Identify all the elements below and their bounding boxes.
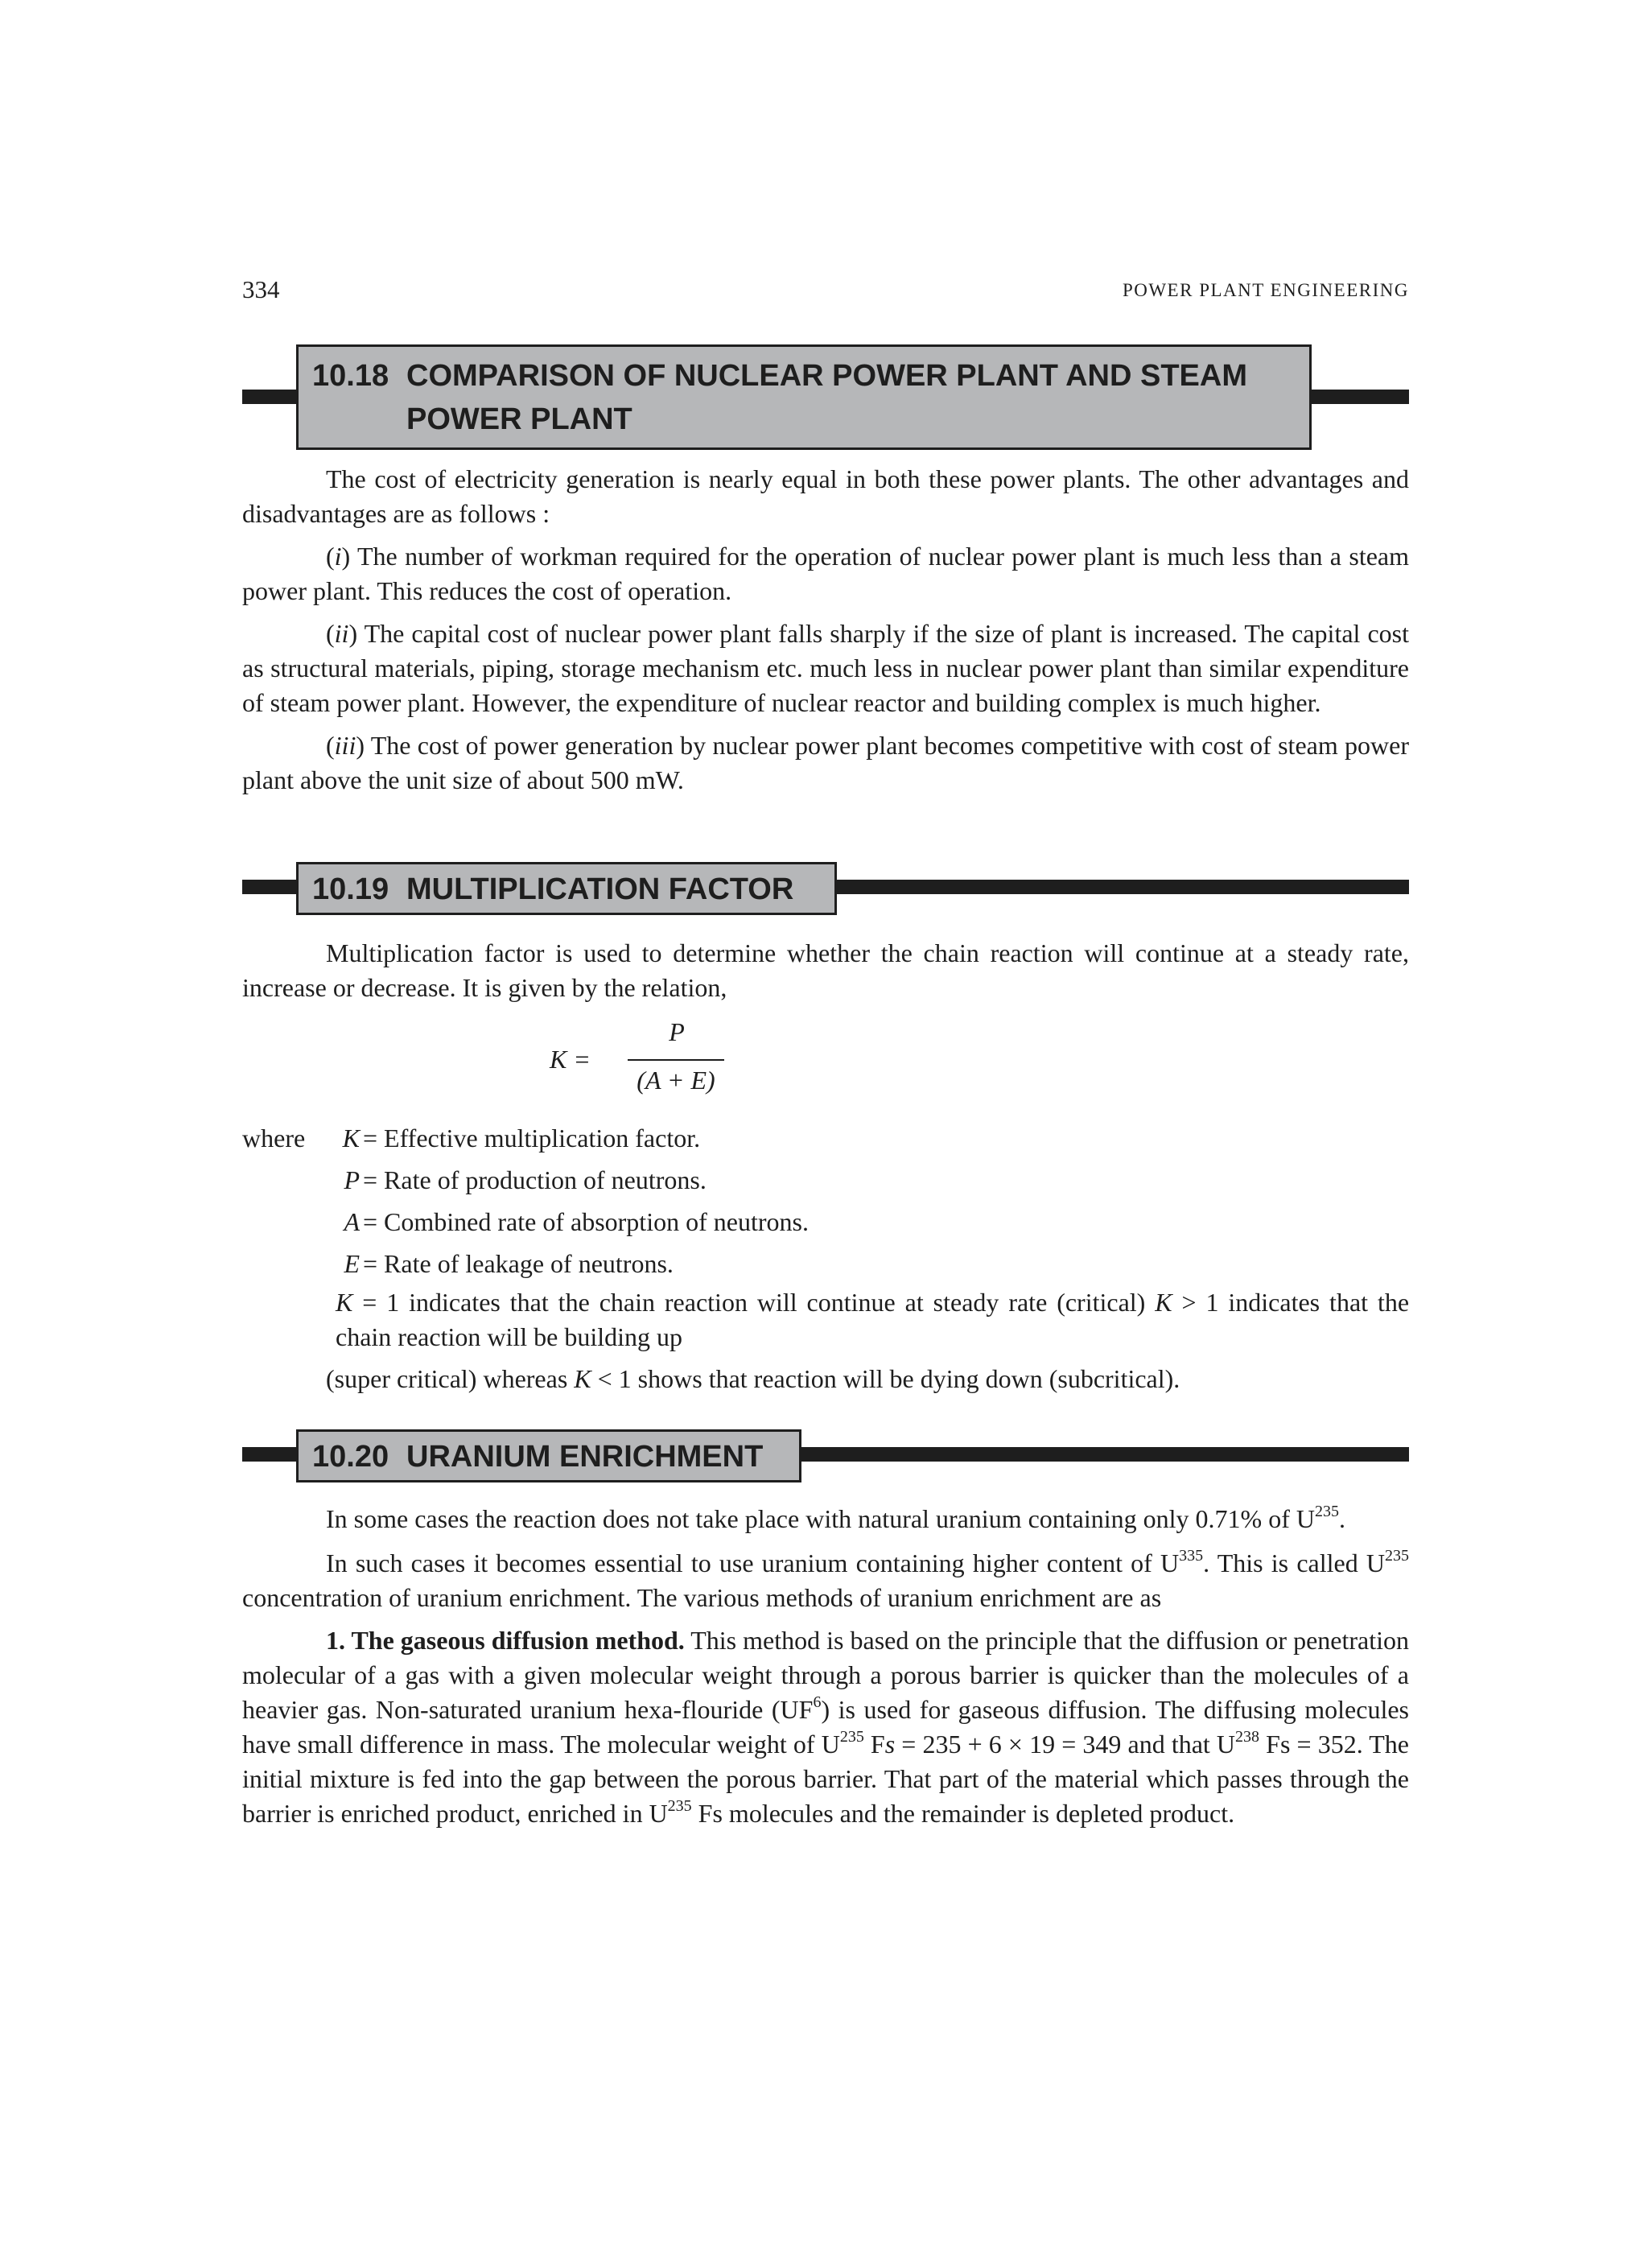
- superscript: 6: [813, 1693, 822, 1711]
- paragraph: [242, 1285, 1409, 1355]
- list-item: (i) The number of workman required for the operation of nuclear power plant is much less than a steam power plant. This reduces the cost of operation.: [242, 542, 1410, 605]
- critical-text-1: = 1 indicates that the chain reaction will continue at steady rate (critical): [362, 1288, 1146, 1317]
- text: Fs molecules and the remainder is depleted product.: [691, 1799, 1235, 1828]
- paragraph: Multiplication factor is used to determine whether the chain reaction will continue at a steady rate, increase or decrease. It is given by the relation,: [242, 938, 1409, 1002]
- section-heading-10-20: [296, 1429, 801, 1482]
- section-title-line1: COMPARISON OF NUCLEAR POWER PLANT AND STEAM: [406, 359, 1247, 393]
- paragraph: [242, 1546, 1409, 1615]
- text: In some cases the reaction does not take place with natural uranium containing only 0.71% of U: [326, 1504, 1315, 1533]
- superscript: 235: [839, 1728, 864, 1746]
- formula-lhs: K =: [550, 1045, 591, 1074]
- symbol-k: K: [1155, 1288, 1172, 1317]
- definition-text: = Rate of production of neutrons.: [363, 1165, 707, 1194]
- text: Fs = 352. The initial mixture is fed into the gap between the porous barrier. That part of the material which passes through the barrier is enriched product, enriched in U: [242, 1730, 1410, 1828]
- formula-denominator: (A + E): [637, 1066, 715, 1095]
- paragraph: [242, 1623, 1409, 1831]
- fraction-bar: [628, 1059, 724, 1061]
- paragraph: [242, 1362, 1409, 1396]
- critical-explanation: [242, 1285, 1409, 1404]
- formula-multiplication-factor: [547, 1017, 869, 1106]
- running-head: POWER PLANT ENGINEERING: [1122, 280, 1409, 300]
- list-item-text: The capital cost of nuclear power plant falls sharply if the size of plant is increased. The capital cost as structural materials, piping, storage mechanism etc. much less in nuclear power plant than similar expenditure of steam power plant. However, the expenditure of nuclear reactor and building complex is much higher.: [242, 619, 1410, 717]
- section-number: 10.19: [312, 872, 389, 906]
- superscript: 335: [1179, 1547, 1204, 1565]
- list-marker: iii: [334, 731, 356, 760]
- superscript: 235: [1385, 1547, 1410, 1565]
- lead-in: 1. The gaseous diffusion method.: [326, 1626, 685, 1655]
- section-title: URANIUM ENRICHMENT: [406, 1440, 764, 1474]
- subcritical-text-1: (super critical) whereas: [326, 1364, 568, 1393]
- list-item: (ii) The capital cost of nuclear power plant falls sharply if the size of plant is increased. The capital cost as structural materials, piping, storage mechanism etc. much less in nuclear power plant than similar expenditure of steam power plant. However, the expenditure of nuclear reactor and building complex is much higher.: [242, 619, 1410, 717]
- section-heading-10-19: [296, 862, 837, 915]
- text: .: [1338, 1504, 1345, 1533]
- definition-row: [242, 1117, 1409, 1159]
- text: This method is based on the principle that the diffusion or penetration molecular of a gas with a given molecular weight through a porous barrier is quicker than the molecules of a heavier gas. Non-saturated uranium hexa-flouride (UF: [242, 1626, 1409, 1724]
- text: ) is used for gaseous diffusion. The diffusing molecules have small difference in mass. The molecular weight of U: [242, 1695, 1410, 1759]
- definition-symbol: P: [344, 1165, 360, 1194]
- paragraph: The cost of electricity generation is nearly equal in both these power plants. The other advantages and disadvantages are as follows :: [242, 464, 1409, 528]
- definition-list: [242, 1117, 1409, 1285]
- formula-numerator: P: [669, 1017, 685, 1046]
- text: concentration of uranium enrichment. The various methods of uranium enrichment are as: [242, 1583, 1162, 1612]
- section-number: 10.20: [312, 1440, 389, 1474]
- section-body-10-20: [242, 1502, 1409, 1839]
- section-title: MULTIPLICATION FACTOR: [406, 872, 794, 906]
- list-marker: ii: [334, 619, 349, 648]
- superscript: 238: [1235, 1728, 1260, 1746]
- text: In such cases it becomes essential to use uranium containing higher content of U: [326, 1548, 1180, 1577]
- section-heading-10-18: [296, 344, 1312, 450]
- symbol-k: K: [336, 1288, 353, 1317]
- list-item: (iii) The cost of power generation by nuclear power plant becomes competitive with cost of steam power plant above the unit size of about 500 mW.: [242, 731, 1410, 794]
- section-number: 10.18: [312, 359, 389, 393]
- text: = 235 + 6 × 19 = 349 and that U: [895, 1730, 1236, 1759]
- symbol-k: K: [574, 1364, 591, 1393]
- section-body-10-18: [242, 462, 1409, 806]
- definition-row: [242, 1243, 1409, 1285]
- italic-text: s: [884, 1730, 896, 1759]
- list-marker: i: [334, 542, 342, 571]
- page-header: [242, 275, 1409, 307]
- page-number: 334: [242, 275, 280, 303]
- paragraph: [242, 1502, 1409, 1536]
- list-item-text: The cost of power generation by nuclear power plant becomes competitive with cost of steam power plant above the unit size of about 500 mW.: [242, 731, 1410, 794]
- definition-symbol: A: [344, 1207, 360, 1236]
- text: . This is called U: [1203, 1548, 1386, 1577]
- definition-text: = Effective multiplication factor.: [363, 1124, 701, 1153]
- superscript: 235: [1314, 1503, 1339, 1520]
- section-title-line2: POWER PLANT: [406, 402, 632, 436]
- definition-row: [242, 1201, 1409, 1243]
- subcritical-text-2: < 1 shows that reaction will be dying down (subcritical).: [597, 1364, 1180, 1393]
- definition-row: [242, 1159, 1409, 1201]
- definition-symbol: K: [342, 1124, 360, 1153]
- definition-symbol: E: [344, 1249, 360, 1278]
- definition-text: = Rate of leakage of neutrons.: [363, 1249, 674, 1278]
- section-body-10-19: [242, 936, 1409, 1013]
- list-item-text: The number of workman required for the operation of nuclear power plant is much less than a steam power plant. This reduces the cost of operation.: [242, 542, 1410, 605]
- where-label: where: [242, 1124, 306, 1153]
- definition-text: = Combined rate of absorption of neutrons.: [363, 1207, 809, 1236]
- critical-text-2: > 1 indicates that the chain reaction will be building up: [336, 1288, 1410, 1351]
- text: F: [863, 1730, 885, 1759]
- superscript: 235: [667, 1797, 692, 1815]
